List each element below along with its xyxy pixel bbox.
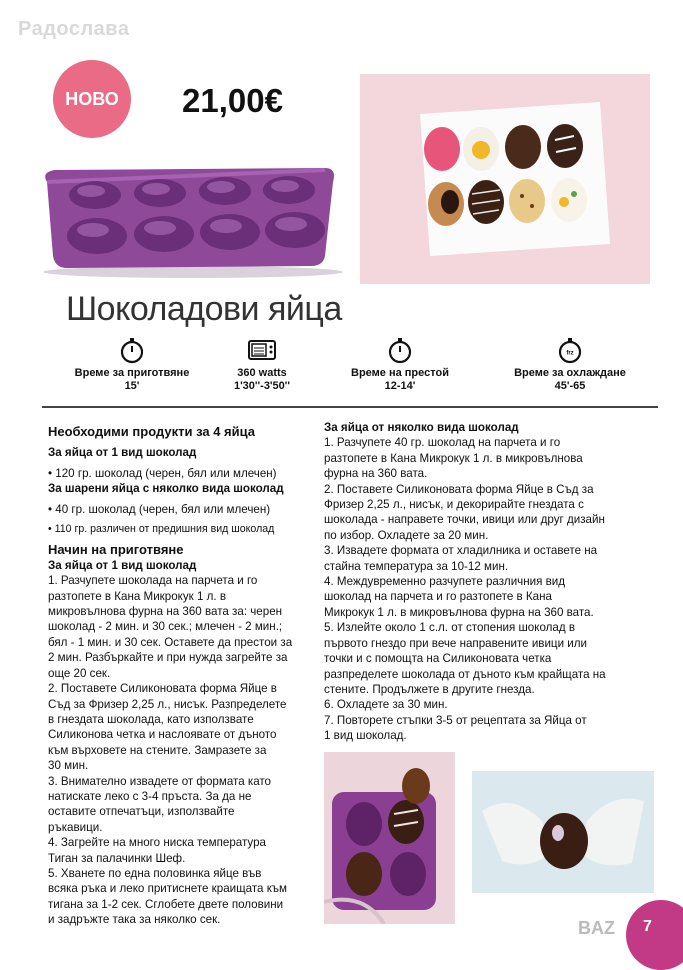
method-step-line: първото гнездо при вече направените ивици или (324, 636, 587, 650)
method-step-line: Микрокук 1 л. в микровълнова фурна на 360 вата. (324, 605, 594, 619)
watermark-text: Радослава (18, 18, 130, 40)
info-value: 15' (124, 380, 140, 392)
method-step-line: 6. Охладете за 30 мин. (324, 698, 448, 712)
info-rest-time (320, 336, 480, 392)
method-step-line: 7. Повторете стъпки 3-5 от рецептата за Яйца от (324, 713, 587, 727)
section-divider (42, 406, 658, 408)
method-step-line: 1. Разчупете 40 гр. шоколад на парчета и го (324, 436, 561, 450)
new-badge (53, 60, 131, 138)
method-step-line: 2 мин. Разбъркайте и при нужда загрейте за (48, 651, 288, 665)
info-label: Време на престой (351, 367, 449, 379)
method-step-line: точки и с помощта на Силиконовата четка (324, 652, 552, 666)
method-step-line: разтопете в Кана Микрокук 1 л. в микровълнова (324, 451, 583, 465)
method-step-line: тигана за 1-2 сек. Сглобете двете половини (48, 897, 284, 911)
method-step-line: още 20 сек. (48, 666, 111, 680)
method-heading: Начин на приготвяне (48, 542, 184, 558)
ingredient-item: • 120 гр. шоколад (черен, бял или млечен) (48, 466, 277, 480)
method-step-line: и задръжте така за няколко сек. (48, 913, 221, 927)
new-badge-label: НОВО (65, 88, 119, 109)
method-step-line: 1 вид шоколад. (324, 729, 407, 743)
method-step-line: оставите отпечатъци, използвайте (48, 805, 235, 819)
gloved-hands-photo (472, 771, 654, 893)
method-step-line: 2. Поставете Силиконовата форма Яйце в (48, 682, 277, 696)
chocolate-eggs-photo (360, 74, 650, 284)
method-step-line: ръкавици. (48, 820, 103, 834)
method-step-line: 5. Хванете по една половинка яйце във (48, 866, 262, 880)
method-step-line: Тиган за палачинки Шеф. (48, 851, 186, 865)
ingredients-heading: Необходими продукти за 4 яйца (48, 424, 256, 439)
method-step-line: натискате леко с 3-4 пръста. За да не (48, 789, 252, 803)
site-watermark: BAZ (578, 918, 615, 938)
mold-with-eggs-photo (324, 752, 455, 924)
method-step-line: разтопете в Кана Микрокук 1 л. в (48, 589, 226, 603)
method-step-line: 2. Поставете Силиконовата форма Яйце в Съд за (324, 482, 594, 496)
method-step-line: шоколад - 2 мин. и 30 сек.; млечен - 2 мин.; (48, 620, 283, 634)
method-step-line: Фризер 2,25 л., нисък, и декорирайте гнездата с (324, 498, 584, 512)
info-label: Време за приготвяне (74, 367, 190, 379)
info-value: 12-14' (384, 380, 416, 392)
page-number: 7 (643, 918, 652, 935)
info-microwave (182, 336, 342, 392)
recipe-title: Шоколадови яйца (66, 290, 342, 328)
method-step-line: 5. Излейте около 1 с.л. от стопения шоколад в (324, 621, 576, 635)
method-subheading: За яйца от 1 вид шоколад (48, 558, 197, 572)
method-step-line: шоколада - направете точки, ивици или друг дизайн (324, 513, 605, 527)
method-step-line: 3. Внимателно извадете от формата като (48, 774, 272, 788)
freezer-timer-icon (556, 336, 584, 364)
method-step-line: в гнездата шоколада, като използвате (48, 712, 254, 726)
method-subheading: За яйца от няколко вида шоколад (324, 421, 519, 434)
method-steps (48, 573, 318, 927)
ingredient-item: • 110 гр. различен от предишния вид шоколад (48, 523, 275, 536)
price: 21,00€ (182, 82, 283, 119)
method-step-line: Силиконова четка и наслоявате от дъното (48, 728, 277, 742)
svg-text:frz: frz (566, 350, 574, 357)
method-step-line: 30 мин. (48, 759, 89, 773)
info-label: Време за охлаждане (514, 367, 626, 379)
info-label: 360 watts (237, 367, 287, 379)
method-steps (324, 435, 654, 743)
info-value: 45'-65 (554, 380, 586, 392)
method-step-line: бял - 1 мин. и 30 сек. Оставете да престои за (48, 635, 293, 649)
method-step-line: 1. Разчупете шоколада на парчета и го (48, 574, 258, 588)
ingredients-subheading: За яйца от 1 вид шоколад (48, 446, 197, 460)
method-step-line: шоколад на парчета и го разтопете в Кана (324, 590, 552, 604)
left-column (48, 424, 318, 928)
method-step-line: стайна температура за 10-12 мин. (324, 559, 509, 573)
method-step-line: разпределете шоколада от дъното към крайщата на (324, 667, 606, 681)
ingredient-item: • 40 гр. шоколад (черен, бял или млечен) (48, 502, 271, 516)
timer-icon (386, 336, 414, 364)
method-step-line: стените. Продължете в другите гнезда. (324, 682, 535, 696)
method-step-line: към върховете на стените. Замразете за (48, 743, 267, 757)
right-column (324, 420, 654, 744)
method-step-line: всяка ръка и леко притиснете краищата към (48, 882, 287, 896)
info-cooling-time (490, 336, 650, 392)
method-step-line: по избор. Охладете за 20 мин. (324, 528, 489, 542)
egg-mold-image (33, 160, 343, 280)
method-step-line: 4. Загрейте на много ниска температура (48, 836, 266, 850)
method-step-line: 4. Междувременно разчупете различния вид (324, 575, 565, 589)
method-step-line: Съд за Фризер 2,25 л., нисък. Разпределете (48, 697, 287, 711)
method-step-line: 3. Извадете формата от хладилника и оставете на (324, 544, 598, 558)
method-step-line: микровълнова фурна на 360 вата за: черен (48, 605, 283, 619)
timer-icon (118, 336, 146, 364)
ingredients-subheading: За шарени яйца с няколко вида шоколад (48, 482, 284, 496)
method-step-line: фурна на 360 вата. (324, 467, 428, 481)
info-value: 1'30''-3'50'' (233, 380, 291, 392)
microwave-icon (247, 336, 277, 364)
